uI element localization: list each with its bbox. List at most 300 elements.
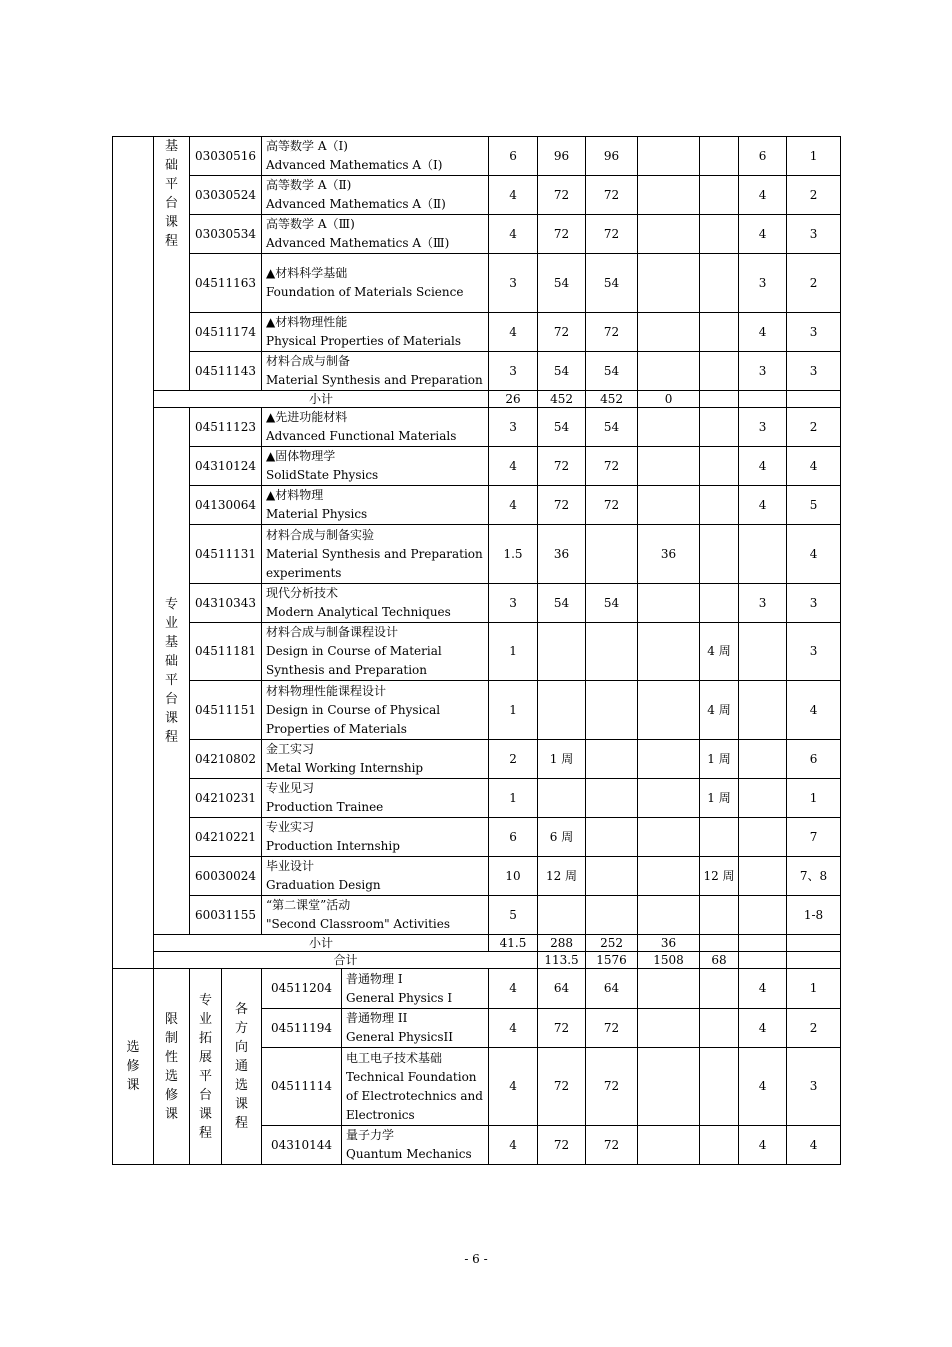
course-code: 60031155 [190,896,262,935]
course-weekly: 3 [739,254,787,313]
course-code: 04511181 [190,623,262,681]
course-exp: 36 [638,525,700,584]
course-hours: 54 [538,584,586,623]
course-practice [700,1126,739,1165]
course-hours: 72 [538,313,586,352]
course-term: 2 [787,1009,841,1048]
course-name-cn: ▲材料物理性能 [266,315,348,329]
course-code: 04511114 [262,1048,342,1126]
course-hours: 54 [538,254,586,313]
course-practice [700,254,739,313]
table-row [113,740,841,779]
course-name-cn: 材料物理性能课程设计 [266,683,387,698]
course-lecture [586,857,638,896]
empty-cell [787,391,841,408]
course-credit: 3 [489,254,538,313]
subtotal-row [113,935,841,952]
course-term: 7、8 [787,857,841,896]
course-lecture: 54 [586,352,638,391]
course-term: 3 [787,584,841,623]
course-weekly: 4 [739,969,787,1009]
course-lecture: 72 [586,215,638,254]
table-row [113,447,841,486]
block-label-professional-platform [154,408,190,935]
course-code: 04210221 [190,818,262,857]
course-lecture [586,681,638,740]
course-credit: 10 [489,857,538,896]
course-lecture: 72 [586,486,638,525]
table-row [113,486,841,525]
course-exp [638,1048,700,1126]
course-lecture [586,525,638,584]
course-name-en: Design in Course of Material Synthesis and Preparation [266,644,442,677]
block-char: 课 [164,1106,178,1122]
course-name [262,215,489,254]
course-practice [700,584,739,623]
course-name-en: Modern Analytical Techniques [266,605,451,619]
block-char: 课 [126,1078,140,1093]
total-row [113,952,841,969]
table-row [113,779,841,818]
total-lecture: 1508 [638,952,700,969]
course-term: 2 [787,408,841,447]
course-name-en: Quantum Mechanics [346,1147,472,1161]
course-practice [700,447,739,486]
block-char: 修 [164,1087,178,1103]
course-practice [700,352,739,391]
course-credit: 4 [489,1126,538,1165]
curriculum-table [112,136,841,1165]
empty-cell [700,391,739,408]
course-credit: 4 [489,486,538,525]
block-char: 础 [164,158,178,173]
course-name-cn: 高等数学 A（Ⅲ) [266,217,355,231]
course-name-en: "Second Classroom" Activities [266,917,450,931]
course-credit: 4 [489,1009,538,1048]
table-row [113,352,841,391]
course-hours: 72 [538,1048,586,1126]
course-hours: 72 [538,1009,586,1048]
course-code: 04511174 [190,313,262,352]
course-term: 3 [787,215,841,254]
course-hours: 72 [538,176,586,215]
course-name-cn: 普通物理 II [346,1011,408,1025]
course-exp [638,447,700,486]
course-weekly: 4 [739,486,787,525]
table-row [113,215,841,254]
course-credit: 4 [489,447,538,486]
block-char: 限 [164,1011,178,1027]
course-credit: 3 [489,408,538,447]
course-name [262,313,489,352]
course-name-en: Material Synthesis and Preparation experiments [266,546,483,580]
course-practice [700,215,739,254]
block-char: 程 [164,234,178,249]
course-name-en: General Physics I [346,990,453,1005]
course-name [342,1009,489,1048]
course-name-en: Design in Course of Physical Properties of Materials [266,702,441,736]
course-practice [700,1048,739,1126]
course-name [262,779,489,818]
block-char: 专 [198,992,212,1008]
course-lecture: 72 [586,1126,638,1165]
course-code: 03030534 [190,215,262,254]
course-name-en: Advanced Mathematics A（Ⅱ) [266,197,446,211]
course-code: 04511131 [190,525,262,584]
table-row [113,408,841,447]
course-credit: 4 [489,969,538,1009]
subtotal-exp: 0 [638,391,700,408]
block-char: 基 [164,635,178,650]
course-exp [638,1009,700,1048]
course-code: 04210231 [190,779,262,818]
block-char: 程 [235,1116,249,1131]
course-code: 03030516 [190,137,262,176]
course-practice: 1 周 [700,779,739,818]
course-hours [538,779,586,818]
course-practice [700,313,739,352]
course-weekly: 4 [739,447,787,486]
subtotal-label: 小计 [154,391,489,408]
course-name-cn: 电工电子技术基础 [346,1050,443,1065]
course-weekly: 3 [739,408,787,447]
course-code: 04511204 [262,969,342,1009]
course-exp [638,254,700,313]
subtotal-credit: 41.5 [489,935,538,952]
course-practice: 1 周 [700,740,739,779]
block-char: 拓 [198,1030,212,1046]
table-row [113,623,841,681]
course-lecture [586,896,638,935]
course-lecture: 54 [586,584,638,623]
course-name-en: General PhysicsII [346,1030,454,1044]
table-row [113,525,841,584]
course-code: 04310124 [190,447,262,486]
table-row [113,857,841,896]
course-hours: 64 [538,969,586,1009]
course-credit: 5 [489,896,538,935]
course-weekly [739,896,787,935]
course-name-en: Technical Foundation of Electrotechnics and Electronics [346,1069,483,1122]
course-credit: 1.5 [489,525,538,584]
block-char: 台 [198,1087,212,1103]
course-name-cn: 毕业设计 [266,859,315,873]
table-row [113,969,841,1009]
course-term: 4 [787,525,841,584]
course-lecture [586,623,638,681]
course-name-en: Advanced Functional Materials [266,429,457,443]
block-label-extension [190,969,222,1165]
course-credit: 3 [489,352,538,391]
course-practice [700,486,739,525]
course-weekly: 4 [739,1009,787,1048]
course-exp [638,779,700,818]
course-code: 04310343 [190,584,262,623]
course-name [342,1048,489,1126]
course-weekly [739,525,787,584]
course-credit: 4 [489,215,538,254]
course-name-cn: 高等数学 A（Ⅱ) [266,178,352,192]
table-row [113,896,841,935]
subtotal-lecture: 452 [586,391,638,408]
course-name-cn: ▲材料科学基础 [266,266,348,280]
course-lecture: 72 [586,1048,638,1126]
course-exp [638,137,700,176]
block-char: 础 [164,654,178,669]
course-practice: 4 周 [700,681,739,740]
course-code: 04511194 [262,1009,342,1048]
block-char: 选 [235,1078,249,1093]
subtotal-row [113,391,841,408]
course-lecture: 54 [586,254,638,313]
subtotal-hours: 452 [538,391,586,408]
block-char: 方 [235,1021,249,1036]
block-char: 课 [198,1106,212,1122]
course-exp [638,215,700,254]
total-hours: 1576 [586,952,638,969]
course-term: 1 [787,779,841,818]
course-name-cn: ▲固体物理学 [266,449,336,463]
course-name [262,137,489,176]
course-hours [538,623,586,681]
course-name [262,408,489,447]
course-term: 3 [787,1048,841,1126]
course-exp [638,1126,700,1165]
course-weekly: 6 [739,137,787,176]
table-row [113,176,841,215]
course-lecture: 72 [586,313,638,352]
course-name-cn: 材料合成与制备课程设计 [266,625,399,639]
empty-cell [700,935,739,952]
course-lecture: 64 [586,969,638,1009]
course-term: 1 [787,137,841,176]
course-name-cn: 普通物理 I [346,971,403,986]
course-exp [638,584,700,623]
course-practice: 4 周 [700,623,739,681]
course-name [262,623,489,681]
course-exp [638,313,700,352]
course-name-cn: 量子力学 [346,1128,395,1142]
course-code: 03030524 [190,176,262,215]
course-hours: 54 [538,352,586,391]
course-term: 1 [787,969,841,1009]
course-weekly: 4 [739,1048,787,1126]
page-number: - 6 - [464,1252,488,1266]
empty-cell [787,935,841,952]
course-name [262,254,489,313]
course-credit: 1 [489,623,538,681]
course-exp [638,740,700,779]
course-name [342,969,489,1009]
block-char: 业 [164,616,178,631]
course-weekly [739,740,787,779]
course-code: 04210802 [190,740,262,779]
course-name [262,176,489,215]
block-char: 选 [126,1040,140,1055]
course-code: 04310144 [262,1126,342,1165]
course-weekly [739,818,787,857]
course-weekly [739,857,787,896]
subtotal-exp: 36 [638,935,700,952]
course-credit: 1 [489,779,538,818]
course-name-cn: 金工实习 [266,742,315,756]
block-char: 通 [235,1059,249,1074]
course-name-cn: ▲材料物理 [266,488,324,502]
course-weekly: 4 [739,313,787,352]
course-name [342,1126,489,1165]
course-term: 1-8 [787,896,841,935]
course-name-en: Graduation Design [266,878,381,892]
course-practice [700,176,739,215]
course-weekly: 4 [739,1126,787,1165]
total-credit: 113.5 [538,952,586,969]
course-exp [638,681,700,740]
course-term: 4 [787,447,841,486]
course-practice [700,818,739,857]
course-hours: 72 [538,215,586,254]
course-name-en: Advanced Mathematics A（Ⅲ) [266,236,450,250]
block-label-restricted [154,969,190,1165]
course-name-cn: 材料合成与制备实验 [266,527,375,542]
course-hours [538,896,586,935]
course-code: 04511123 [190,408,262,447]
course-lecture [586,818,638,857]
empty-cell [787,952,841,969]
block-char: 向 [235,1040,249,1055]
course-lecture: 96 [586,137,638,176]
course-weekly [739,681,787,740]
table-row [113,818,841,857]
course-weekly [739,779,787,818]
subtotal-label: 小计 [154,935,489,952]
course-hours: 72 [538,1126,586,1165]
block-char: 平 [164,177,178,192]
course-term: 3 [787,313,841,352]
block-label-general [222,969,262,1165]
course-credit: 4 [489,1048,538,1126]
course-name-en: Production Trainee [266,800,384,814]
course-term: 7 [787,818,841,857]
block-char: 展 [198,1049,212,1065]
course-hours: 6 周 [538,818,586,857]
course-lecture: 72 [586,447,638,486]
course-name-en: Advanced Mathematics A（Ⅰ) [266,158,443,172]
course-name-en: Metal Working Internship [266,761,424,775]
course-name-en: Physical Properties of Materials [266,334,461,348]
course-credit: 1 [489,681,538,740]
block-char: 平 [198,1068,212,1084]
course-term: 5 [787,486,841,525]
outer-block-cell [113,137,154,969]
course-code: 04511143 [190,352,262,391]
course-term: 3 [787,623,841,681]
block-char: 台 [164,692,178,707]
total-exp: 68 [700,952,739,969]
course-practice: 12 周 [700,857,739,896]
course-practice [700,137,739,176]
block-label-elective [113,969,154,1165]
subtotal-lecture: 252 [586,935,638,952]
block-char: 选 [164,1068,178,1084]
course-practice [700,525,739,584]
course-term: 2 [787,254,841,313]
course-lecture [586,779,638,818]
block-char: 台 [164,196,178,211]
block-char: 课 [235,1097,249,1112]
course-name-en: SolidState Physics [266,468,379,482]
course-code: 04511151 [190,681,262,740]
table-row [113,254,841,313]
course-weekly: 3 [739,584,787,623]
course-name-cn: 专业见习 [266,781,315,795]
course-name-cn: 现代分析技术 [266,586,339,600]
course-credit: 6 [489,818,538,857]
block-label-basic-platform [154,137,190,391]
course-lecture [586,740,638,779]
course-name [262,857,489,896]
course-lecture: 54 [586,408,638,447]
table-row [113,313,841,352]
empty-cell [739,935,787,952]
course-code: 04511163 [190,254,262,313]
course-name-cn: ▲先进功能材料 [266,410,348,424]
course-exp [638,176,700,215]
course-exp [638,896,700,935]
course-name-cn: 专业实习 [266,820,315,834]
course-name [262,525,489,584]
course-practice [700,969,739,1009]
course-term: 3 [787,352,841,391]
block-char: 性 [164,1049,178,1065]
course-exp [638,352,700,391]
course-exp [638,857,700,896]
course-practice [700,408,739,447]
course-name-cn: 材料合成与制备 [266,354,351,368]
subtotal-hours: 288 [538,935,586,952]
total-label: 合计 [154,952,538,969]
course-credit: 4 [489,313,538,352]
course-term: 2 [787,176,841,215]
course-name-cn: 高等数学 A（Ⅰ) [266,139,348,153]
block-char: 业 [198,1011,212,1027]
course-name [262,352,489,391]
course-hours: 54 [538,408,586,447]
course-credit: 4 [489,176,538,215]
course-term: 4 [787,681,841,740]
course-name [262,486,489,525]
course-name-en: Material Synthesis and Preparation [266,373,483,387]
course-practice [700,1009,739,1048]
table-row [113,584,841,623]
course-name [262,584,489,623]
block-char: 专 [164,597,178,612]
course-name [262,818,489,857]
course-hours: 12 周 [538,857,586,896]
block-char: 程 [164,730,178,745]
course-term: 6 [787,740,841,779]
course-credit: 6 [489,137,538,176]
course-credit: 2 [489,740,538,779]
course-hours: 72 [538,486,586,525]
course-weekly: 4 [739,176,787,215]
course-code: 60030024 [190,857,262,896]
course-weekly: 3 [739,352,787,391]
course-hours: 96 [538,137,586,176]
course-exp [638,408,700,447]
block-char: 平 [164,673,178,688]
block-char: 课 [164,711,178,726]
course-name [262,896,489,935]
